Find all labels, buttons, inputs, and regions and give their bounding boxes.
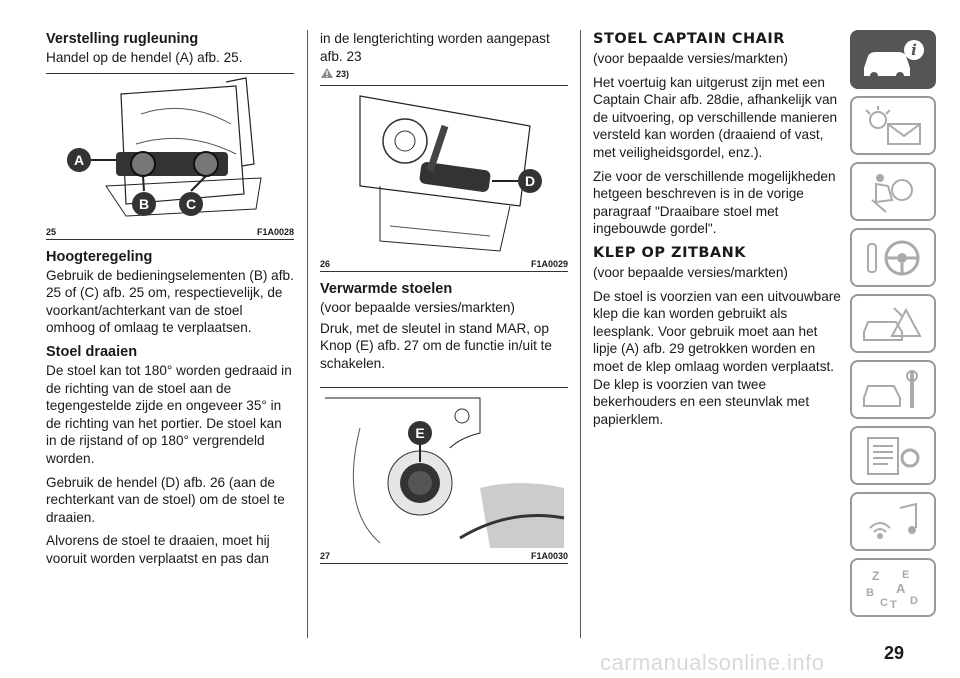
text-captain-chair: Het voertuig kan uitgerust zijn met een Captain Chair afb. 28die, afhankelijk van de uitvoering, op verschillende manieren versteld kan worden (draaiend of vast, met veiligheidsgordel, enz.).	[593, 74, 838, 160]
column-divider	[307, 30, 308, 638]
label-d: D	[524, 173, 536, 190]
figure-25	[46, 73, 294, 240]
tab-car-info[interactable]	[850, 30, 936, 89]
warning-number: 23)	[336, 69, 350, 80]
text-flap-versions: (voor bepaalde versies/markten)	[593, 264, 788, 280]
swivel-lever-illustration	[320, 86, 568, 256]
figure-25-caption	[46, 224, 294, 239]
info-glyph: i	[911, 40, 917, 59]
text-rotate-3: Alvorens de stoel te draaien, moet hij vooruit worden verplaatst en pas dan	[46, 533, 270, 566]
technical-data-icon	[858, 434, 928, 478]
tab-technical-data[interactable]	[850, 426, 936, 485]
heading-captain-chair: STOEL CAPTAIN CHAIR	[593, 31, 785, 47]
chapter-tabs	[850, 30, 936, 624]
text-captain-see-also: Zie voor de verschillende mogelijkheden hetgeen beschreven is in de vorige paragraaf "Draaibare stoel met ingebouwde gordel".	[593, 168, 836, 237]
column-3	[593, 30, 841, 434]
warning-triangle-icon	[320, 67, 334, 79]
figure-27-caption	[320, 548, 568, 563]
tab-index[interactable]	[850, 558, 936, 617]
figure-26	[320, 85, 568, 272]
figure-27	[320, 387, 568, 564]
index-letter: D	[910, 594, 918, 607]
text-captain-versions: (voor bepaalde versies/markten)	[593, 51, 788, 66]
page-number: 29	[884, 643, 905, 663]
index-letter: Z	[872, 568, 880, 583]
text-heated-seats: Druk, met de sleutel in stand MAR, op Knop (E) afb. 27 om de functie in/uit te schakelen.	[320, 320, 552, 371]
seat-lever-illustration	[46, 74, 294, 224]
heading-height: Hoogteregeling	[46, 248, 153, 265]
column-2	[320, 30, 568, 572]
tab-driving[interactable]	[850, 228, 936, 287]
index-letter: C	[880, 596, 888, 609]
watermark: carmanualsonline.info	[600, 650, 825, 675]
heading-bench-flap: KLEP OP ZITBANK	[593, 244, 747, 261]
index-letter: T	[890, 598, 897, 610]
column-1	[46, 30, 294, 574]
tab-multimedia[interactable]	[850, 492, 936, 551]
text-height: Gebruik de bedieningselementen (B) afb. 25 of (C) afb. 25 om, respectievelijk, de voorkant/achterkant van de stoel omhoog of omlaag te verplaatsen.	[46, 267, 294, 336]
car-info-icon	[858, 38, 928, 82]
heated-seat-button-illustration	[320, 388, 568, 548]
text-continued: in de lengterichting worden aangepast afb. 23	[320, 31, 550, 64]
heading-backrest: Verstelling rugleuning	[46, 31, 199, 47]
index-letters-icon	[858, 566, 928, 610]
index-letter: E	[902, 568, 910, 581]
label-a: A	[73, 151, 85, 168]
figure-code: F1A0028	[256, 226, 294, 237]
steering-wheel-key-icon	[858, 236, 928, 280]
heading-heated-seats: Verwarmde stoelen	[320, 281, 453, 298]
figure-number: 25	[46, 226, 57, 237]
figure-number: 26	[320, 259, 331, 270]
figure-26-caption	[320, 256, 568, 271]
heading-rotate: Stoel draaien	[46, 343, 138, 360]
figure-number: 27	[320, 550, 331, 561]
tab-dashboard-lights[interactable]	[850, 96, 936, 155]
label-c: C	[185, 195, 197, 212]
multimedia-icon	[858, 500, 928, 544]
warning-reference	[320, 67, 568, 79]
text-backrest: Handel op de hendel (A) afb. 25.	[46, 50, 243, 65]
figure-code: F1A0029	[530, 259, 568, 270]
index-letter: A	[896, 580, 906, 596]
tab-emergency[interactable]	[850, 294, 936, 353]
maintenance-wrench-icon	[858, 368, 928, 412]
breakdown-warning-icon	[858, 302, 928, 346]
text-rotate-2: Gebruik de hendel (D) afb. 26 (aan de rechterkant van de stoel) om de stoel te draaien.	[46, 474, 285, 525]
column-divider	[580, 30, 581, 638]
airbag-safety-icon	[858, 170, 928, 214]
text-bench-flap: De stoel is voorzien van een uitvouwbare klep die kan worden gebruikt als leesplank. Voor gebruik moet aan het lipje (A) afb. 29 getrokken worden en moet de klep omlaag worden verplaatst. De klep is voorzien van twee bekerhouders en een steunvlak met papierklem.	[593, 288, 841, 427]
tab-safety[interactable]	[850, 162, 936, 221]
index-letter: B	[866, 586, 874, 599]
label-e: E	[415, 424, 425, 441]
label-b: B	[138, 195, 150, 212]
text-rotate-1: De stoel kan tot 180° worden gedraaid in de richting van de stoel aan de tegengestelde zijde en ongeveer 35° in de richting van het portier. De stoel kan in de rijstand of op 180° vergrendeld worden.	[46, 362, 292, 466]
text-heated-versions: (voor bepaalde versies/markten)	[320, 300, 515, 316]
tab-maintenance[interactable]	[850, 360, 936, 419]
figure-code: F1A0030	[530, 550, 568, 561]
dashboard-lights-icon	[858, 104, 928, 148]
